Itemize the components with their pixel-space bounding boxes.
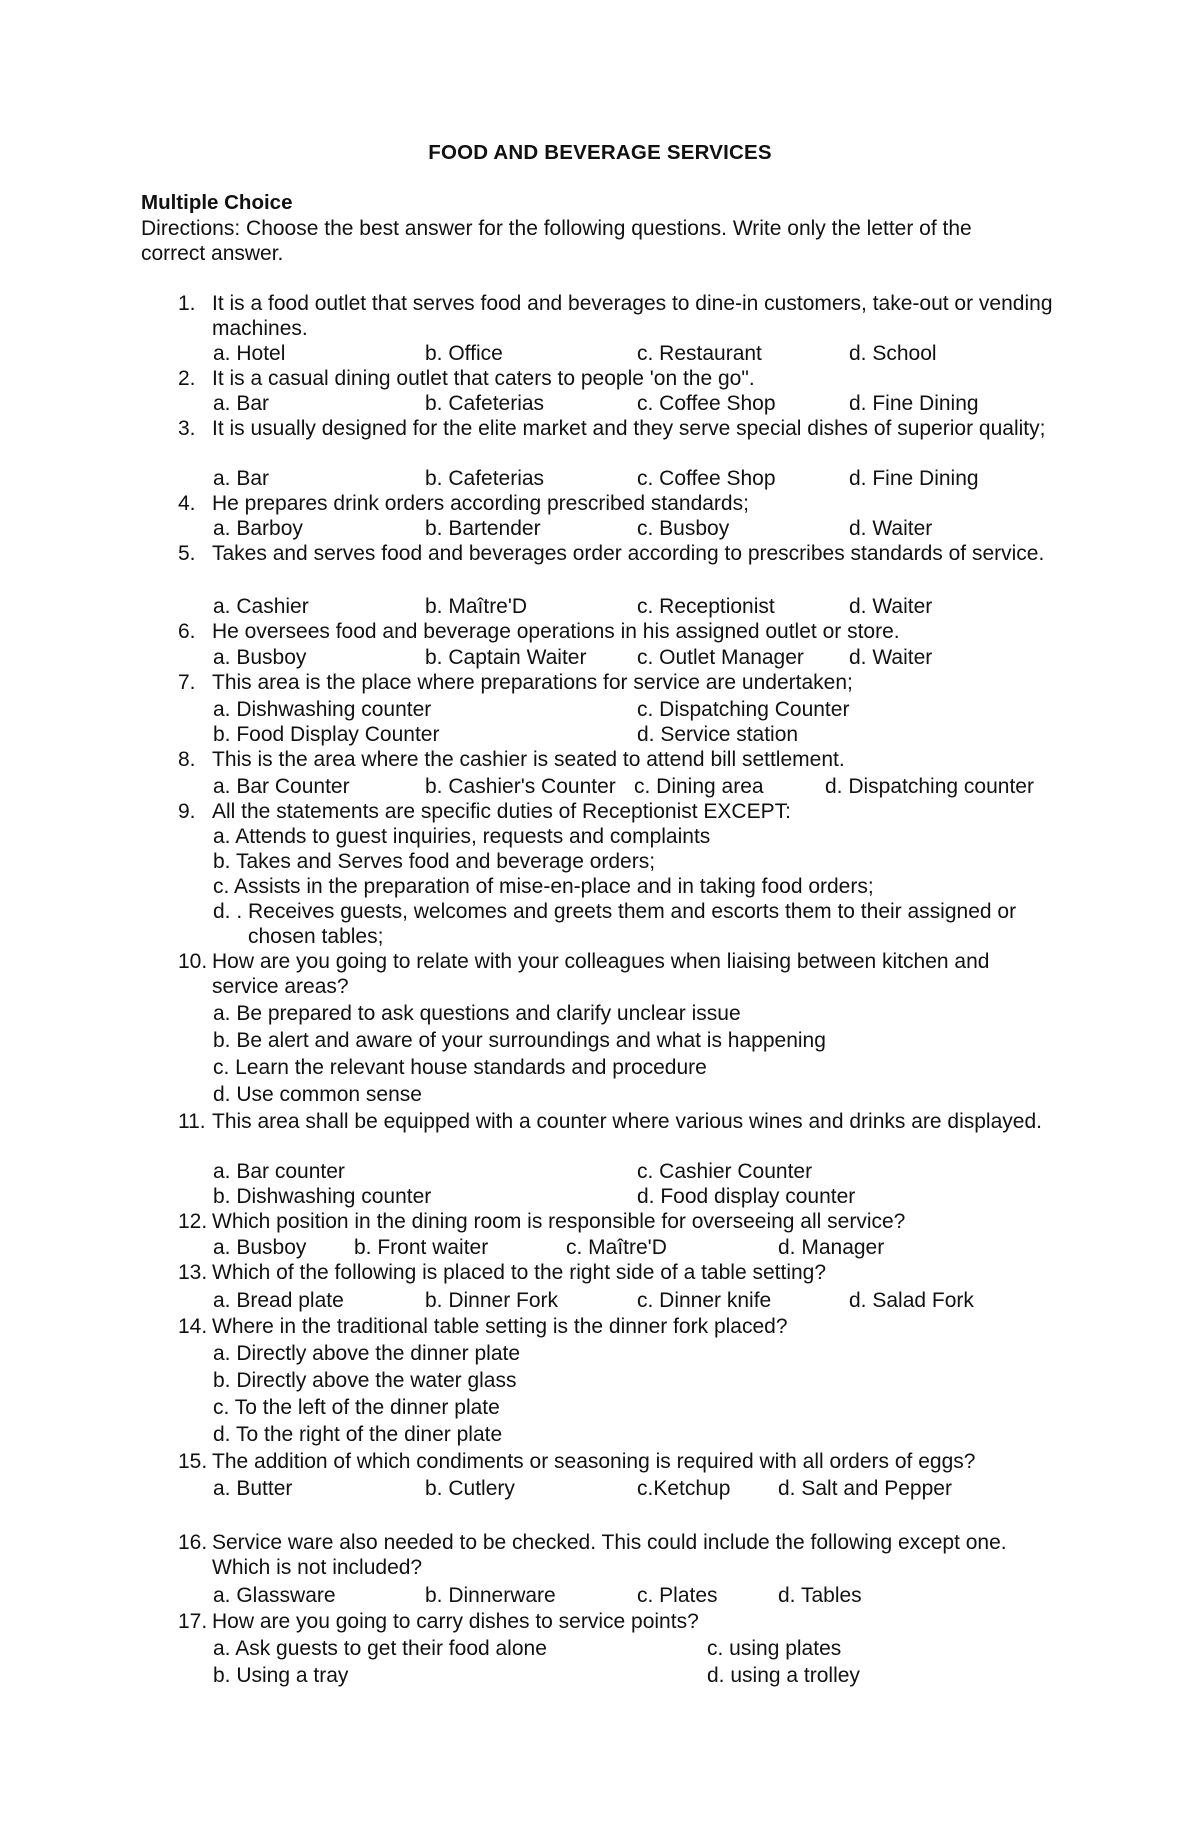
question-text: The addition of which condiments or seasoning is required with all orders of eggs? — [212, 1450, 976, 1473]
question-10 — [178, 949, 1058, 999]
question-number: 5. — [178, 542, 196, 565]
option-d: d. Use common sense — [213, 1083, 422, 1106]
option-d: d. Fine Dining — [849, 467, 979, 490]
question-3 — [178, 416, 1058, 441]
question-9 — [178, 799, 1058, 824]
option-b: b. Using a tray — [213, 1664, 349, 1687]
question-text: All the statements are specific duties of Receptionist EXCEPT: — [212, 800, 791, 823]
option-a: a. Hotel — [213, 342, 286, 365]
question-text: How are you going to relate with your colleagues when liaising between kitchen and service areas? — [212, 950, 990, 998]
option-d: d. Fine Dining — [849, 392, 979, 415]
option-b: b. Be alert and aware of your surroundings and what is happening — [213, 1029, 826, 1052]
option-a: a. Cashier — [213, 595, 309, 618]
question-text: This is the area where the cashier is seated to attend bill settlement. — [212, 748, 845, 771]
question-number: 11. — [178, 1110, 206, 1133]
question-text: It is a food outlet that serves food and beverages to dine-in customers, take-out or vending machines. — [212, 292, 1053, 340]
option-a: a. Bread plate — [213, 1289, 344, 1312]
option-b: b. Maître'D — [425, 595, 528, 618]
option-c: c. Dinner knife — [637, 1289, 772, 1312]
option-a: a. Butter — [213, 1477, 293, 1500]
question-number: 8. — [178, 748, 196, 771]
question-14 — [178, 1314, 1058, 1339]
option-d: d. Waiter — [849, 595, 933, 618]
option-c: c.Ketchup — [637, 1477, 731, 1500]
question-text: It is a casual dining outlet that caters to people 'on the go". — [212, 367, 755, 390]
question-number: 9. — [178, 800, 196, 823]
question-number: 7. — [178, 671, 196, 694]
option-a: a. Barboy — [213, 517, 303, 540]
option-b: b. Dinnerware — [425, 1584, 556, 1607]
question-4 — [178, 491, 1058, 516]
option-b: b. Captain Waiter — [425, 646, 587, 669]
option-d: d. Tables — [778, 1584, 862, 1607]
question-text: Which of the following is placed to the right side of a table setting? — [212, 1261, 827, 1284]
option-c: c. To the left of the dinner plate — [213, 1396, 500, 1419]
question-2 — [178, 366, 1058, 391]
option-c: c. Assists in the preparation of mise-en-place and in taking food orders; — [213, 875, 874, 898]
question-text: Which position in the dining room is responsible for overseeing all service? — [212, 1210, 906, 1233]
option-c: c. Outlet Manager — [637, 646, 804, 669]
question-5 — [178, 541, 1058, 566]
question-text: It is usually designed for the elite market and they serve special dishes of superior quality; — [212, 417, 1046, 440]
question-text: He prepares drink orders according prescribed standards; — [212, 492, 749, 515]
question-number: 17. — [178, 1610, 208, 1633]
question-number: 10. — [178, 950, 208, 973]
question-1 — [178, 291, 1058, 341]
option-a: a. Ask guests to get their food alone — [213, 1637, 547, 1660]
option-b: b. Food Display Counter — [213, 723, 440, 746]
option-b: b. Bartender — [425, 517, 541, 540]
option-c: c. Learn the relevant house standards and procedure — [213, 1056, 707, 1079]
question-16 — [178, 1530, 1058, 1580]
question-number: 3. — [178, 417, 196, 440]
option-b: b. Front waiter — [354, 1236, 489, 1259]
option-d: d. Waiter — [849, 517, 933, 540]
option-a: a. Busboy — [213, 646, 307, 669]
option-a: a. Bar — [213, 392, 270, 415]
option-d: d. using a trolley — [707, 1664, 860, 1687]
directions-text: Directions: Choose the best answer for the following questions. Write only the letter of the correct answer. — [141, 217, 972, 265]
option-c: c. Coffee Shop — [637, 392, 776, 415]
option-b: b. Office — [425, 342, 503, 365]
question-number: 13. — [178, 1261, 208, 1284]
option-b: b. Dishwashing counter — [213, 1185, 432, 1208]
option-c: c. Dining area — [634, 775, 764, 798]
option-c: c. Dispatching Counter — [637, 698, 850, 721]
option-d: d. School — [849, 342, 937, 365]
question-number: 6. — [178, 620, 196, 643]
question-number: 14. — [178, 1315, 208, 1338]
option-d-continued: chosen tables; — [248, 925, 384, 948]
question-number: 16. — [178, 1531, 208, 1554]
question-text: He oversees food and beverage operations in his assigned outlet or store. — [212, 620, 900, 643]
option-d: d. Salt and Pepper — [778, 1477, 952, 1500]
option-c: c. Cashier Counter — [637, 1160, 813, 1183]
question-7 — [178, 670, 1058, 695]
option-a: a. Dishwashing counter — [213, 698, 432, 721]
question-number: 4. — [178, 492, 196, 515]
option-a: a. Bar counter — [213, 1160, 345, 1183]
option-b: b. Directly above the water glass — [213, 1369, 517, 1392]
question-number: 2. — [178, 367, 196, 390]
option-b: b. Cafeterias — [425, 467, 545, 490]
option-a: a. Busboy — [213, 1236, 307, 1259]
option-a: a. Glassware — [213, 1584, 336, 1607]
option-c: c. Coffee Shop — [637, 467, 776, 490]
option-d: d. Dispatching counter — [825, 775, 1034, 798]
question-13 — [178, 1260, 1058, 1285]
option-d: d. To the right of the diner plate — [213, 1423, 503, 1446]
question-text: This area is the place where preparations for service are undertaken; — [212, 671, 853, 694]
option-c: c. Maître'D — [566, 1236, 667, 1259]
option-c: c. Plates — [637, 1584, 718, 1607]
document-title: FOOD AND BEVERAGE SERVICES — [428, 141, 772, 164]
option-d: d. Salad Fork — [849, 1289, 974, 1312]
question-text: Service ware also needed to be checked. This could include the following except one. Which is not included? — [212, 1531, 1007, 1579]
option-c: c. Restaurant — [637, 342, 762, 365]
section-heading: Multiple Choice — [141, 191, 293, 214]
question-15 — [178, 1449, 1058, 1474]
question-text: Where in the traditional table setting is the dinner fork placed? — [212, 1315, 788, 1338]
option-b: b. Cashier's Counter — [425, 775, 616, 798]
question-number: 1. — [178, 292, 196, 315]
option-a: a. Be prepared to ask questions and clarify unclear issue — [213, 1002, 741, 1025]
question-number: 12. — [178, 1210, 208, 1233]
option-b: b. Takes and Serves food and beverage orders; — [213, 850, 656, 873]
option-b: b. Cafeterias — [425, 392, 545, 415]
question-text: Takes and serves food and beverages order according to prescribes standards of service. — [212, 542, 1045, 565]
option-a: a. Attends to guest inquiries, requests and complaints — [213, 825, 711, 848]
question-8 — [178, 747, 1058, 772]
option-d: d. . Receives guests, welcomes and greets them and escorts them to their assigned or — [213, 900, 1017, 923]
question-6 — [178, 619, 1058, 644]
option-d: d. Waiter — [849, 646, 933, 669]
option-a: a. Bar — [213, 467, 270, 490]
question-number: 15. — [178, 1450, 208, 1473]
option-c: c. Receptionist — [637, 595, 775, 618]
question-text: How are you going to carry dishes to service points? — [212, 1610, 699, 1633]
option-b: b. Cutlery — [425, 1477, 515, 1500]
option-c: c. Busboy — [637, 517, 730, 540]
question-11 — [178, 1109, 1058, 1134]
option-d: d. Service station — [637, 723, 799, 746]
option-b: b. Dinner Fork — [425, 1289, 559, 1312]
option-d: d. Manager — [778, 1236, 885, 1259]
option-d: d. Food display counter — [637, 1185, 856, 1208]
question-17 — [178, 1609, 1058, 1634]
option-a: a. Bar Counter — [213, 775, 350, 798]
question-12 — [178, 1209, 1058, 1234]
option-a: a. Directly above the dinner plate — [213, 1342, 521, 1365]
question-text: This area shall be equipped with a counter where various wines and drinks are displayed. — [212, 1110, 1042, 1133]
option-c: c. using plates — [707, 1637, 842, 1660]
